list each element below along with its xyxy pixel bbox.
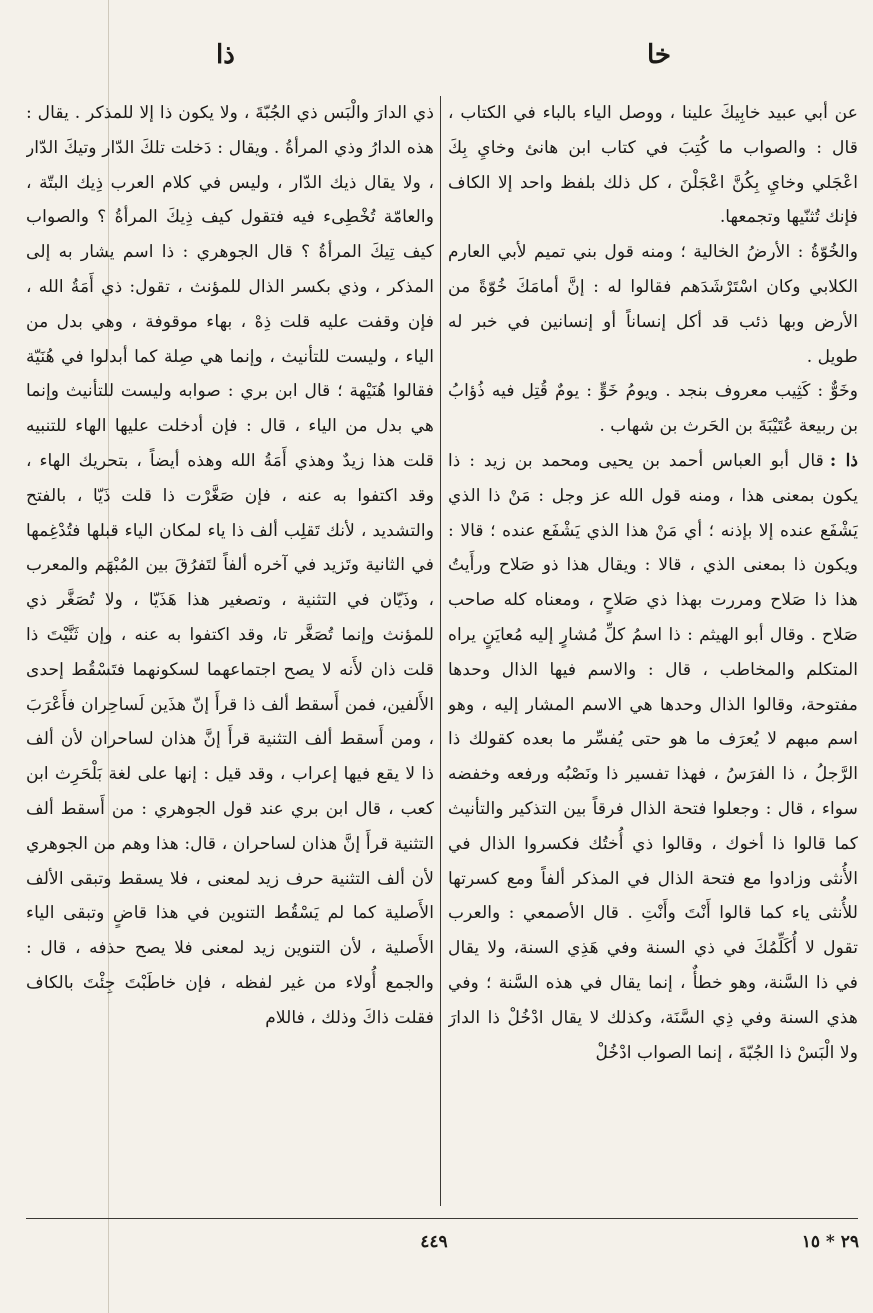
entry-headword: ذا :: [829, 450, 858, 471]
footer-rule: [26, 1218, 858, 1219]
paragraph: والخُوّةُ : الأرضُ الخالية ؛ ومنه قول بني تميم لأبي العارم الكلابي وكان اسْتَرْشَدَهم فقالوا له : إنَّ أمامَكَ خُوّةً من الأرض وبها ذئب قد أكل إنساناً أو إنسانين في خبر له طويل .: [448, 242, 858, 367]
signature-mark: ٢٩ * ١٥: [801, 1232, 859, 1252]
page-number: ٤٤٩: [420, 1232, 448, 1252]
paragraph: ذا :قال أبو العباس أحمد بن يحيى ومحمد بن زيد : ذا يكون بمعنى هذا ، ومنه قول الله عز وجل : مَنْ ذا الذي يَشْفَع عنده إلا بإذنه ؛ أي مَنْ هذا الذي يَشْفَع عنده ؛ قالا : ويكون ذا بمعنى الذي ، قالا : ويقال هذا ذو صَلاح ورأَيتُ هذا ذا صَلاح ومررت بهذا ذي صَلاحٍ ، ومعناه كله صاحب صَلاح . وقال أبو الهيثم : ذا اسمُ كلِّ مُشارٍ إليه مُعايَنٍ يراه المتكلم والمخاطب ، قال : والاسم فيها الذال وحدها مفتوحة، وقالوا الذال وحدها هي الاسم المشار إليه ، وهو اسم مبهم لا يُعرَف ما هو حتى يُفسِّر ما بعده كقولك ذا الرَّجلُ ، ذا الفرَسُ ، فهذا تفسير ذا ونَصْبُه ورفعه وخفضه سواء ، قال : وجعلوا فتحة الذال فرقاً بين التذكير والتأنيث كما قالوا ذا أخوك ، وقالوا ذي أُختُك فكسروا الذال في الأُنثى وزادوا مع فتحة الذال في المذكر ألفاً ومع كسرتها للأُنثى ياء كما قالوا أَنْتَ وأَنْتِ . قال الأصمعي : والعرب تقول لا أُكَلِّمُكَ في ذي السنة وفي هَذِي السنة، ولا يقال في ذا السَّنة، وهو خطأٌ ، إنما يقال في هذه السَّنة ؛ وفي هذي السنة وفي ذِي السَّنَة، وكذلك لا يقال ادْخُلْ ذا الدارَ ولا الْبَسْ ذا الجُبّةَ ، إنما الصواب ادْخُلْ: [448, 450, 858, 1063]
paragraph: عن أبي عبيد خابِيكَ علينا ، ووصل الياء بالباء في الكتاب ، قال : والصواب ما كُتِبَ في كتاب ابن هانئ وخايِ بِكَ اعْجَلي وخايِ بِكُنَّ اعْجَلْنَ ، كل ذلك بلفظ واحد إلا الكاف فإنك تُثنّيها وتجمعها.: [448, 103, 858, 228]
header-left-guide-word: ذا: [216, 40, 235, 70]
right-column: [448, 96, 858, 1206]
paragraph: وخَوٌّ : كَثِيب معروف بنجد . ويومُ خَوٍّ : يومٌ قُتِل فيه ذُؤابُ بن ربيعة عُتَيْبَةَ بن الحَرث بن شهاب .: [448, 381, 858, 437]
paragraph: ذي الدارَ والْبَس ذي الجُبّةَ ، ولا يكون ذا إلا للمذكر . يقال : هذه الدارُ وذي المرأةُ . ويقال : دَخلت تلكَ الدّار وتيكَ الدّار ، ولا يقال ذيك الدّار ، وليس في كلام العرب ذِيك البتّة ، والعامّة تُخْطِىء فيه فتقول كيف ذِيكَ المرأةُ ؟ والصواب كيف تِيكَ المرأةُ ؟ قال الجوهري : ذا اسم يشار به إلى المذكر ، وذي بكسر الذال للمؤنث ، تقول: ذي أَمَةُ الله ، فإن وقفت عليه قلت ذِهْ ، بهاء موقوفة ، وهي بدل من الياء ، وليست للتأنيث ، وإنما هي صِلة كما أبدلوا في هُنَيّة فقالوا هُنَيْهة ؛ قال ابن بري : صوابه وليست للتأنيث وإنما هي بدل من الياء ، قال : فإن أدخلت عليها الهاء للتنبيه قلت هذا زيدٌ وهذي أَمَةُ الله وهذه أيضاً ، بتحريك الهاء ، وقد اكتفوا به عنه ، فإن صَغَّرْت ذا قلت ذَيّا ، بالفتح والتشديد ، لأنك تَقلِب ألف ذا ياء لمكان الياء قبلها فتُدْغِمها في الثانية وتَزيد في آخره ألفاً لتَفرُقَ بين المُبْهَم والمعرب ، وذَيّان في التثنية ، وتصغير هذا هَذَيّا ، ولا تُصَغَّر ذي للمؤنث وإنما تُصَغَّر تا، وقد اكتفوا به عنه ، وإن ثَنَّيْتَ ذا قلت ذان لأَنه لا يصح اجتماعهما لسكونهما فتَسْقُط إحدى الأَلفين، فمن أَسقط ألف ذا قرأَ إنّ هذَين لَساحِران فأَعْرَبَ ، ومن أَسقط ألف التثنية قرأَ إنَّ هذان لساحران لأن ألف ذا لا يقع فيها إعراب ، وقد قيل : إنها على لغة بَلْحَرِث ابن كعب ، قال ابن بري عند قول الجوهري : من أَسقط ألف التثنية قرأَ إنَّ هذان لساحران ، قال: هذا وهم من الجوهري لأن ألف التثنية حرف زيد لمعنى ، فلا يسقط وتبقى الألف الأَصلية كما لم يَسْقُط التنوين في هذا قاضٍ وتبقى الياء الأَصلية ، لأن التنوين زيد لمعنى فلا يصح حذفه ، قال : والجمع أُولاء من غير لفظه ، فإن خاطَبْتَ جِئْتَ بالكاف فقلت ذاكَ وذلك ، فاللام: [26, 103, 434, 1028]
header-right-guide-word: خا: [647, 40, 671, 70]
left-column: [26, 96, 434, 1206]
column-divider: [440, 96, 441, 1206]
